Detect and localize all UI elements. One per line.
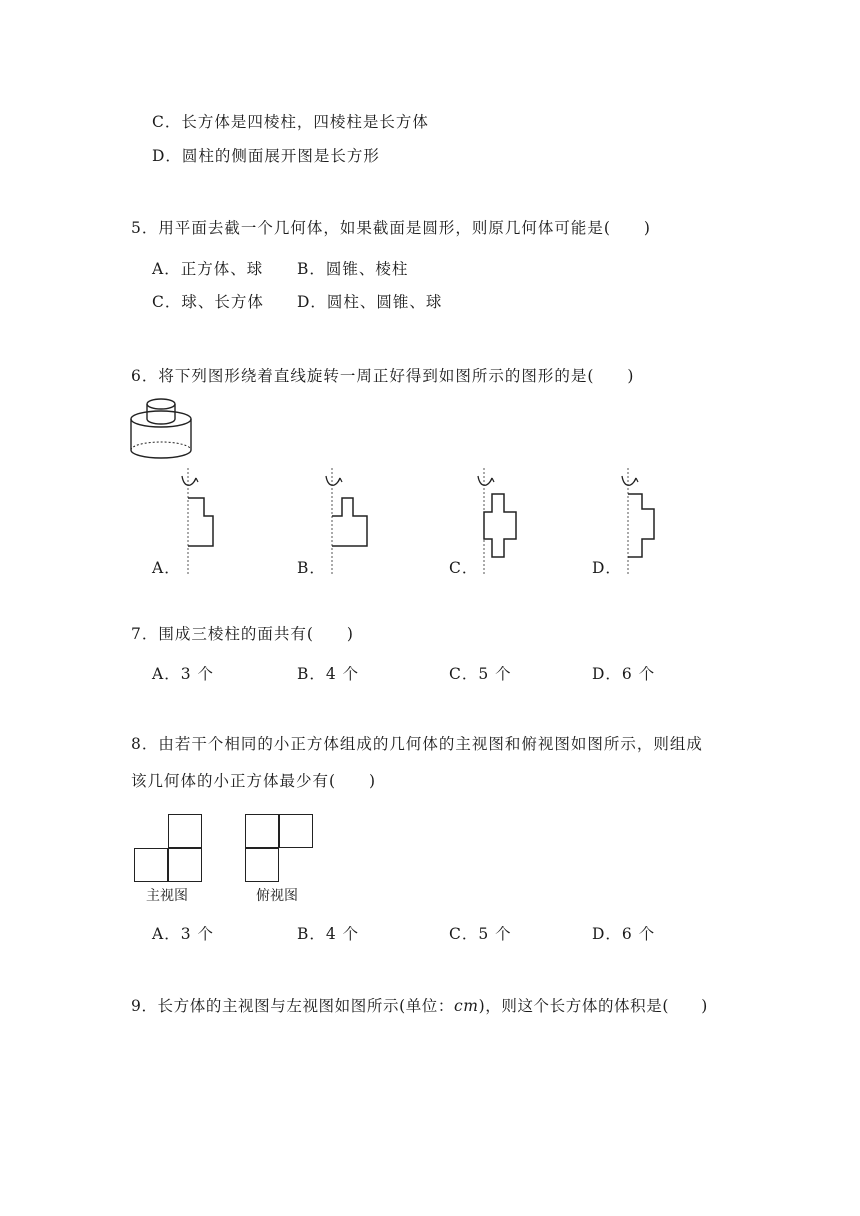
front-view-cell xyxy=(168,848,202,882)
q9-unit: cm xyxy=(454,997,479,1015)
q9-stem-part2: )，则这个长方体的体积是( ) xyxy=(478,997,708,1015)
q8-option-d: D．6 个 xyxy=(592,925,656,943)
q9-stem-part1: 9．长方体的主视图与左视图如图所示(单位： xyxy=(131,997,455,1015)
q8-option-b: B．4 个 xyxy=(297,925,360,943)
q7-option-b: B．4 个 xyxy=(297,665,360,683)
q5-option-d: D．圆柱、圆锥、球 xyxy=(297,293,443,311)
top-view-cell xyxy=(245,814,279,848)
front-view-caption: 主视图 xyxy=(146,888,188,904)
q5-option-c: C．球、长方体 xyxy=(152,293,264,311)
q6-option-d-figure xyxy=(616,464,666,576)
top-view-caption: 俯视图 xyxy=(256,888,298,904)
front-view-figure xyxy=(134,814,206,884)
q6-option-b-figure xyxy=(320,464,370,576)
q4-option-d: D．圆柱的侧面展开图是长方形 xyxy=(152,147,380,165)
front-view-cell xyxy=(134,848,168,882)
q8-option-a: A．3 个 xyxy=(152,925,214,943)
q4-option-c: C．长方体是四棱柱，四棱柱是长方体 xyxy=(152,113,429,131)
q7-option-d: D．6 个 xyxy=(592,665,656,683)
q8-stem-line1: 8．由若干个相同的小正方体组成的几何体的主视图和俯视图如图所示，则组成 xyxy=(131,735,703,753)
q6-stem: 6．将下列图形绕着直线旋转一周正好得到如图所示的图形的是( ) xyxy=(131,367,635,385)
q5-option-a: A．正方体、球 xyxy=(152,260,264,278)
q6-option-c: C． xyxy=(449,559,479,577)
q7-option-a: A．3 个 xyxy=(152,665,214,683)
stacked-cylinders-figure xyxy=(128,394,196,464)
q6-option-a-figure xyxy=(176,464,226,576)
top-view-figure xyxy=(245,814,317,884)
q5-option-b: B．圆锥、棱柱 xyxy=(297,260,409,278)
q7-stem: 7．围成三棱柱的面共有( ) xyxy=(131,625,354,643)
q7-option-c: C．5 个 xyxy=(449,665,512,683)
front-view-cell xyxy=(168,814,202,848)
q8-option-c: C．5 个 xyxy=(449,925,512,943)
q9-stem xyxy=(131,996,708,1016)
q6-option-c-figure xyxy=(472,464,532,576)
q6-option-a: A． xyxy=(152,559,181,577)
q6-option-b: B． xyxy=(297,559,326,577)
top-view-cell xyxy=(279,814,313,848)
top-view-cell xyxy=(245,848,279,882)
q8-stem-line2: 该几何体的小正方体最少有( ) xyxy=(131,772,377,790)
q6-option-d: D． xyxy=(592,559,622,577)
q5-stem: 5．用平面去截一个几何体，如果截面是圆形，则原几何体可能是( ) xyxy=(131,219,651,237)
